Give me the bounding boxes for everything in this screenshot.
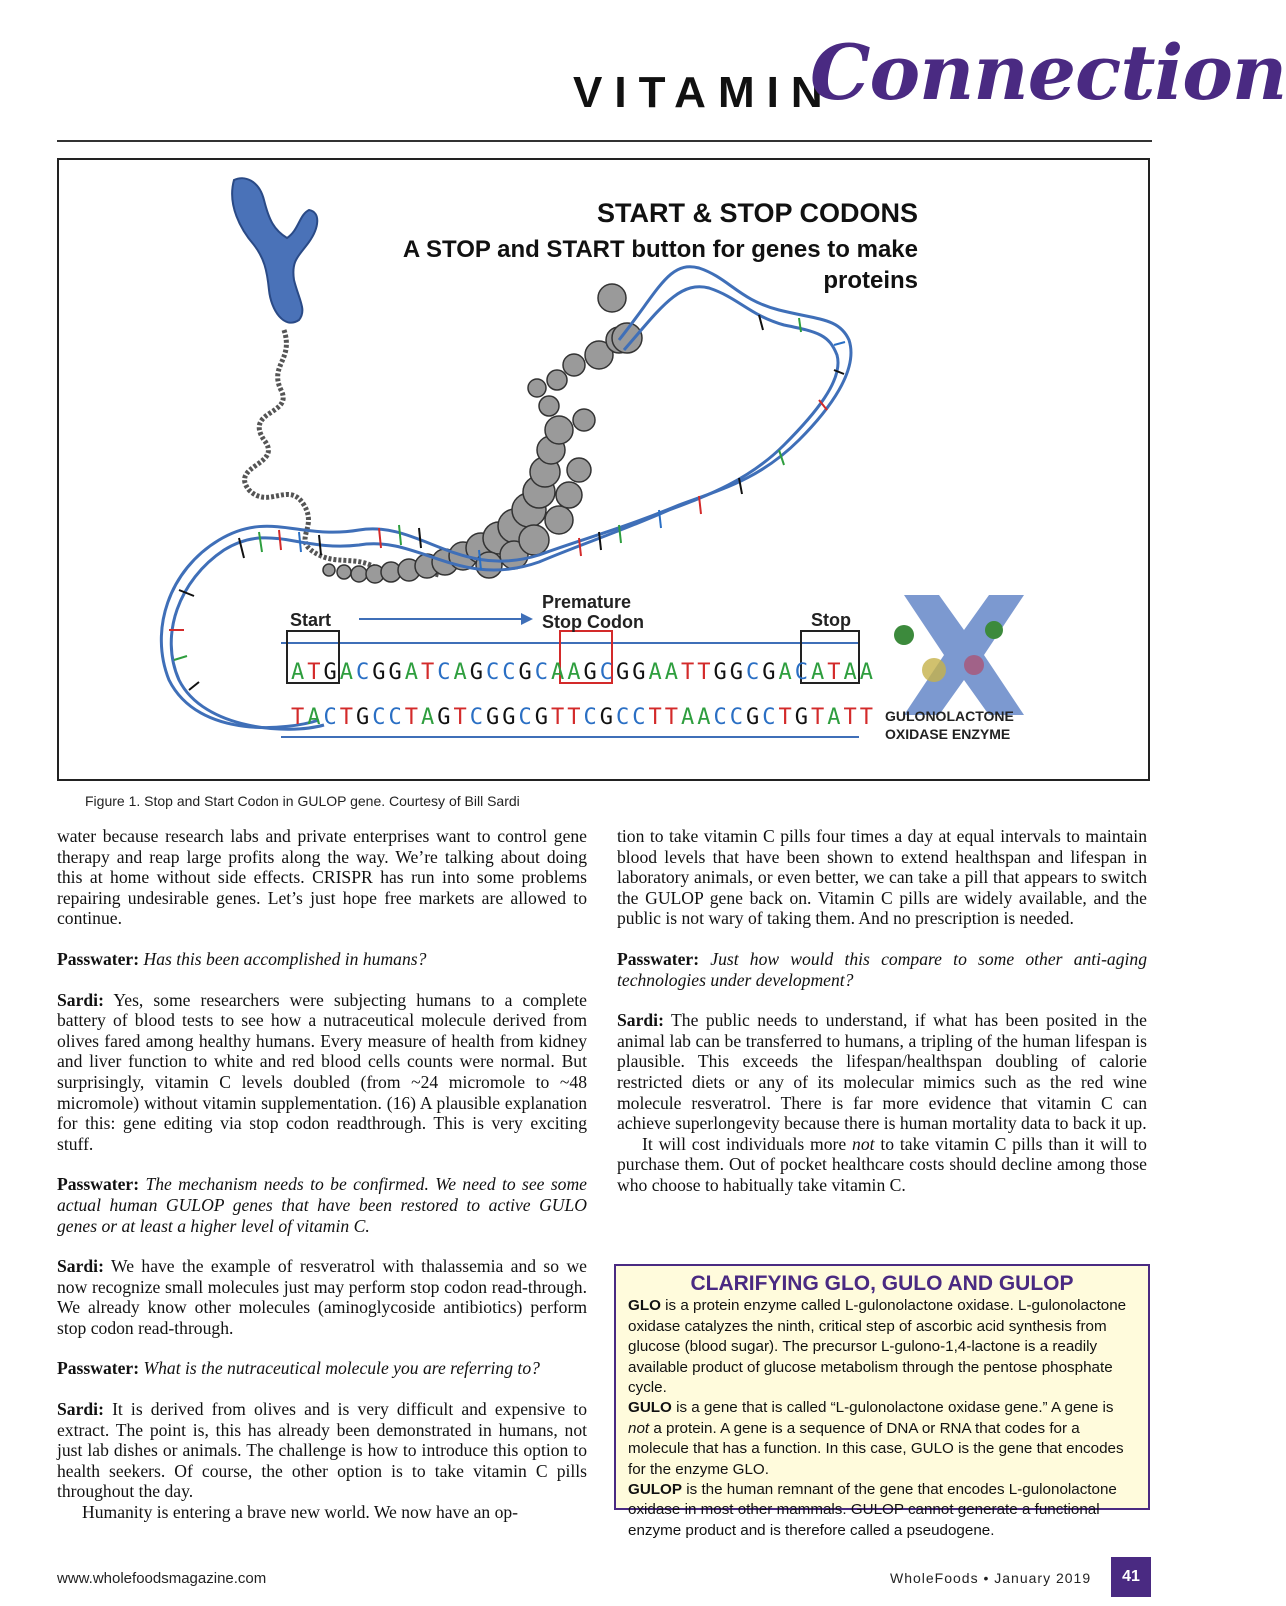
nucleotide-base: C: [372, 705, 389, 730]
nucleotide-base: G: [534, 705, 551, 730]
nucleotide-base: G: [632, 660, 649, 685]
speaker: Sardi:: [57, 989, 104, 1010]
nucleotide-base: G: [518, 660, 535, 685]
nucleotide-base: C: [486, 660, 503, 685]
paragraph: Humanity is entering a brave new world. We now have an op-: [82, 1502, 519, 1523]
nucleotide-base: T: [404, 705, 421, 730]
bottom-dna-sequence: [291, 705, 876, 730]
nucleotide-base: A: [453, 660, 470, 685]
enzyme-structure-icon: [894, 595, 1024, 715]
figure-title: START & STOP CODONS: [596, 198, 918, 228]
nucleotide-base: T: [339, 705, 356, 730]
left-column: [57, 826, 587, 1523]
right-column: [617, 826, 1147, 1196]
nucleotide-base: A: [778, 660, 795, 685]
speaker: Sardi:: [57, 1256, 104, 1277]
nucleotide-base: T: [551, 705, 568, 730]
nucleotide-base: C: [762, 705, 779, 730]
nucleotide-base: T: [664, 705, 681, 730]
answer-paragraph: [57, 1399, 587, 1502]
nucleotide-base: T: [827, 660, 844, 685]
question-paragraph: [617, 949, 1147, 990]
nucleotide-base: C: [632, 705, 649, 730]
nucleotide-base: C: [388, 705, 405, 730]
answer-text: The public needs to understand, if what has been posited in the animal lab can be transferred to humans, a tripling of the human lifespan is plausible. This exceeds the lifespan/healthspan doubling of calorie restricted diets or any of its molecular mimics such as the red wine molecule resveratrol. There is far more evidence that vitamin C can achieve superlongevity because there is human mortality data to back it up.: [617, 1010, 1147, 1134]
chromosome-icon: [232, 178, 317, 322]
nucleotide-base: G: [502, 705, 519, 730]
nucleotide-base: A: [339, 660, 356, 685]
premature-label-line2: Stop Codon: [542, 612, 644, 632]
nucleotide-base: T: [697, 660, 714, 685]
enzyme-label-line1: GULONOLACTONE: [885, 708, 1014, 724]
nucleotide-base: T: [453, 705, 470, 730]
nucleotide-base: A: [648, 660, 665, 685]
nucleosome-beads: [323, 284, 642, 583]
question-paragraph: [57, 1174, 587, 1236]
nucleotide-base: G: [356, 705, 373, 730]
nucleotide-base: A: [567, 660, 584, 685]
nucleotide-base: G: [437, 705, 454, 730]
header-rule: [57, 140, 1152, 142]
nucleotide-base: G: [729, 660, 746, 685]
footer-url: www.wholefoodsmagazine.com: [57, 1570, 267, 1587]
nucleotide-base: A: [827, 705, 844, 730]
answer-text: It is derived from olives and is very difficult and expensive to extract. The point is, this has already been demonstrated in humans, not just lab dishes or animals. The challenge is how to introduce this option to health seekers. Of course, the other option is to take vitamin C pills throughout the day.: [57, 1399, 587, 1502]
question-paragraph: [57, 1358, 587, 1379]
nucleotide-base: A: [859, 660, 876, 685]
speaker: Sardi:: [617, 1010, 664, 1031]
question-text: Just how would this compare to some other anti-aging technologies under development?: [617, 948, 1147, 990]
stop-label: Stop: [811, 610, 851, 630]
figure-caption: Figure 1. Stop and Start Codon in GULOP gene. Courtesy of Bill Sardi: [85, 793, 520, 809]
answer-paragraph: [617, 1010, 1147, 1134]
sidebar-paragraph-gulo: GULO is a gene that is called “L-gulonolactone oxidase gene.” A gene is not a protein. A gene is a sequence of DNA or RNA that codes for a molecule that has a function. In this case, GULO is the gene that encodes for the enzyme GLO.: [628, 1399, 1124, 1478]
nucleotide-base: G: [713, 660, 730, 685]
nucleotide-base: T: [421, 660, 438, 685]
figure-subtitle: A STOP and START button for genes to make proteins: [402, 236, 918, 294]
nucleotide-base: C: [518, 705, 535, 730]
nucleotide-base: A: [697, 705, 714, 730]
emphasis: not: [852, 1133, 875, 1154]
header-connection: Connection: [810, 28, 1286, 117]
nucleotide-base: G: [794, 705, 811, 730]
nucleotide-base: T: [859, 705, 876, 730]
question-paragraph: [57, 949, 587, 970]
nucleotide-base: T: [778, 705, 795, 730]
answer-paragraph: [57, 1256, 587, 1338]
top-dna-sequence: [291, 660, 876, 685]
nucleotide-base: A: [404, 660, 421, 685]
header-vitamin: VITAMIN: [573, 68, 835, 117]
nucleotide-base: G: [762, 660, 779, 685]
nucleotide-base: C: [713, 705, 730, 730]
start-label: Start: [290, 610, 332, 630]
nucleotide-base: C: [583, 705, 600, 730]
term: GULOP: [628, 1481, 683, 1499]
nucleotide-base: T: [681, 660, 698, 685]
term: GULO: [628, 1399, 672, 1417]
enzyme-label-line2: OXIDASE ENZYME: [885, 726, 1011, 742]
nucleotide-base: C: [437, 660, 454, 685]
nucleotide-base: C: [616, 705, 633, 730]
nucleotide-base: G: [388, 660, 405, 685]
sidebar-paragraph-glo: GLO is a protein enzyme called L-gulonolactone oxidase. L-gulonolactone oxidase catalyzes the ninth, critical step of ascorbic acid synthesis from glucose (blood sugar). The precursor L-gulono-1,4-lactone is a readily available product of glucose metabolism through the pentose phosphate cycle.: [628, 1297, 1127, 1397]
speaker: Passwater:: [617, 948, 700, 969]
nucleotide-base: A: [291, 660, 308, 685]
page-number: 41: [1111, 1557, 1151, 1597]
nucleotide-base: G: [746, 705, 763, 730]
nucleotide-base: G: [372, 660, 389, 685]
question-text: The mechanism needs to be confirmed. We need to see some actual human GULOP genes that have been restored to active GULO genes or at least a higher level of vitamin C.: [57, 1174, 587, 1236]
sidebar-box: [614, 1264, 1150, 1539]
nucleotide-base: C: [323, 705, 340, 730]
nucleotide-base: T: [291, 705, 308, 730]
nucleotide-base: T: [307, 660, 324, 685]
answer-paragraph: [57, 990, 587, 1155]
nucleotide-base: T: [567, 705, 584, 730]
nucleotide-base: A: [307, 705, 324, 730]
question-text: Has this been accomplished in humans?: [143, 948, 427, 969]
sidebar-paragraph-gulop: GULOP is the human remnant of the gene that encodes L-gulonolactone oxidase in most other mammals. GULOP cannot generate a functional enzyme product and is therefore called a pseudogene.: [628, 1481, 1117, 1539]
nucleotide-base: G: [616, 660, 633, 685]
nucleotide-base: A: [421, 705, 438, 730]
nucleotide-base: T: [843, 705, 860, 730]
nucleotide-base: C: [469, 705, 486, 730]
nucleotide-base: C: [746, 660, 763, 685]
nucleotide-base: C: [794, 660, 811, 685]
nucleotide-base: A: [664, 660, 681, 685]
nucleotide-base: C: [356, 660, 373, 685]
speaker: Sardi:: [57, 1399, 104, 1420]
nucleotide-base: T: [648, 705, 665, 730]
nucleotide-base: G: [583, 660, 600, 685]
dna-base-pairs: [169, 315, 845, 690]
nucleotide-base: A: [681, 705, 698, 730]
nucleotide-base: G: [486, 705, 503, 730]
term: GLO: [628, 1297, 661, 1315]
answer-text: We have the example of resveratrol with thalassemia and so we now recognize small molecules just may perform stop codon read-through. We already know other molecules (aminoglycoside antibiotics) perform stop codon read-through.: [57, 1256, 587, 1338]
nucleotide-base: A: [551, 660, 568, 685]
speaker: Passwater:: [57, 1358, 140, 1379]
premature-label-line1: Premature: [542, 592, 632, 612]
nucleotide-base: C: [599, 660, 616, 685]
nucleotide-base: C: [534, 660, 551, 685]
answer-text: Yes, some researchers were subjecting humans to a complete battery of blood tests to see how a nutraceutical molecule derived from olives fared among healthy humans. Every measure of health from kidney and liver function to white and red blood cells counts were normal. But surprisingly, vitamin C levels doubled (from ~24 micromole to ~48 micromole) without vitamin supplementation. (16) A plausible explanation for this: gene editing via stop codon readthrough. This is very exciting stuff.: [57, 989, 587, 1154]
nucleotide-base: C: [729, 705, 746, 730]
speaker: Passwater:: [57, 948, 140, 969]
nucleotide-base: G: [599, 705, 616, 730]
paragraph: It will cost individuals more not to take vitamin C pills than it will to purchase them. Out of pocket healthcare costs should decline among those who choose to habitually take vitamin C.: [617, 1133, 1147, 1195]
nucleotide-base: G: [469, 660, 486, 685]
nucleotide-base: T: [811, 705, 828, 730]
nucleotide-base: A: [811, 660, 828, 685]
sidebar-title: CLARIFYING GLO, GULO AND GULOP: [690, 1272, 1074, 1295]
question-text: What is the nutraceutical molecule you are referring to?: [143, 1358, 540, 1379]
nucleotide-base: C: [502, 660, 519, 685]
footer-magazine-issue: WholeFoods • January 2019: [890, 1570, 1092, 1586]
nucleotide-base: A: [843, 660, 860, 685]
nucleotide-base: G: [323, 660, 340, 685]
paragraph: tion to take vitamin C pills four times a day at equal intervals to maintain blood levels that have been shown to extend healthspan and lifespan in laboratory animals, or even better, we can take a pill that appears to switch the GULOP gene back on. Vitamin C pills are widely available, and the public is not wary of taking them. And no prescription is needed.: [617, 826, 1147, 929]
figure-start-stop-codons: [57, 158, 1150, 781]
speaker: Passwater:: [57, 1174, 140, 1195]
paragraph: water because research labs and private enterprises want to control gene therapy and reap large profits along the way. We’re talking about doing this at home without side effects. CRISPR has run into some problems repairing undesirable genes. Let’s just hope free markets are allowed to continue.: [57, 826, 587, 929]
